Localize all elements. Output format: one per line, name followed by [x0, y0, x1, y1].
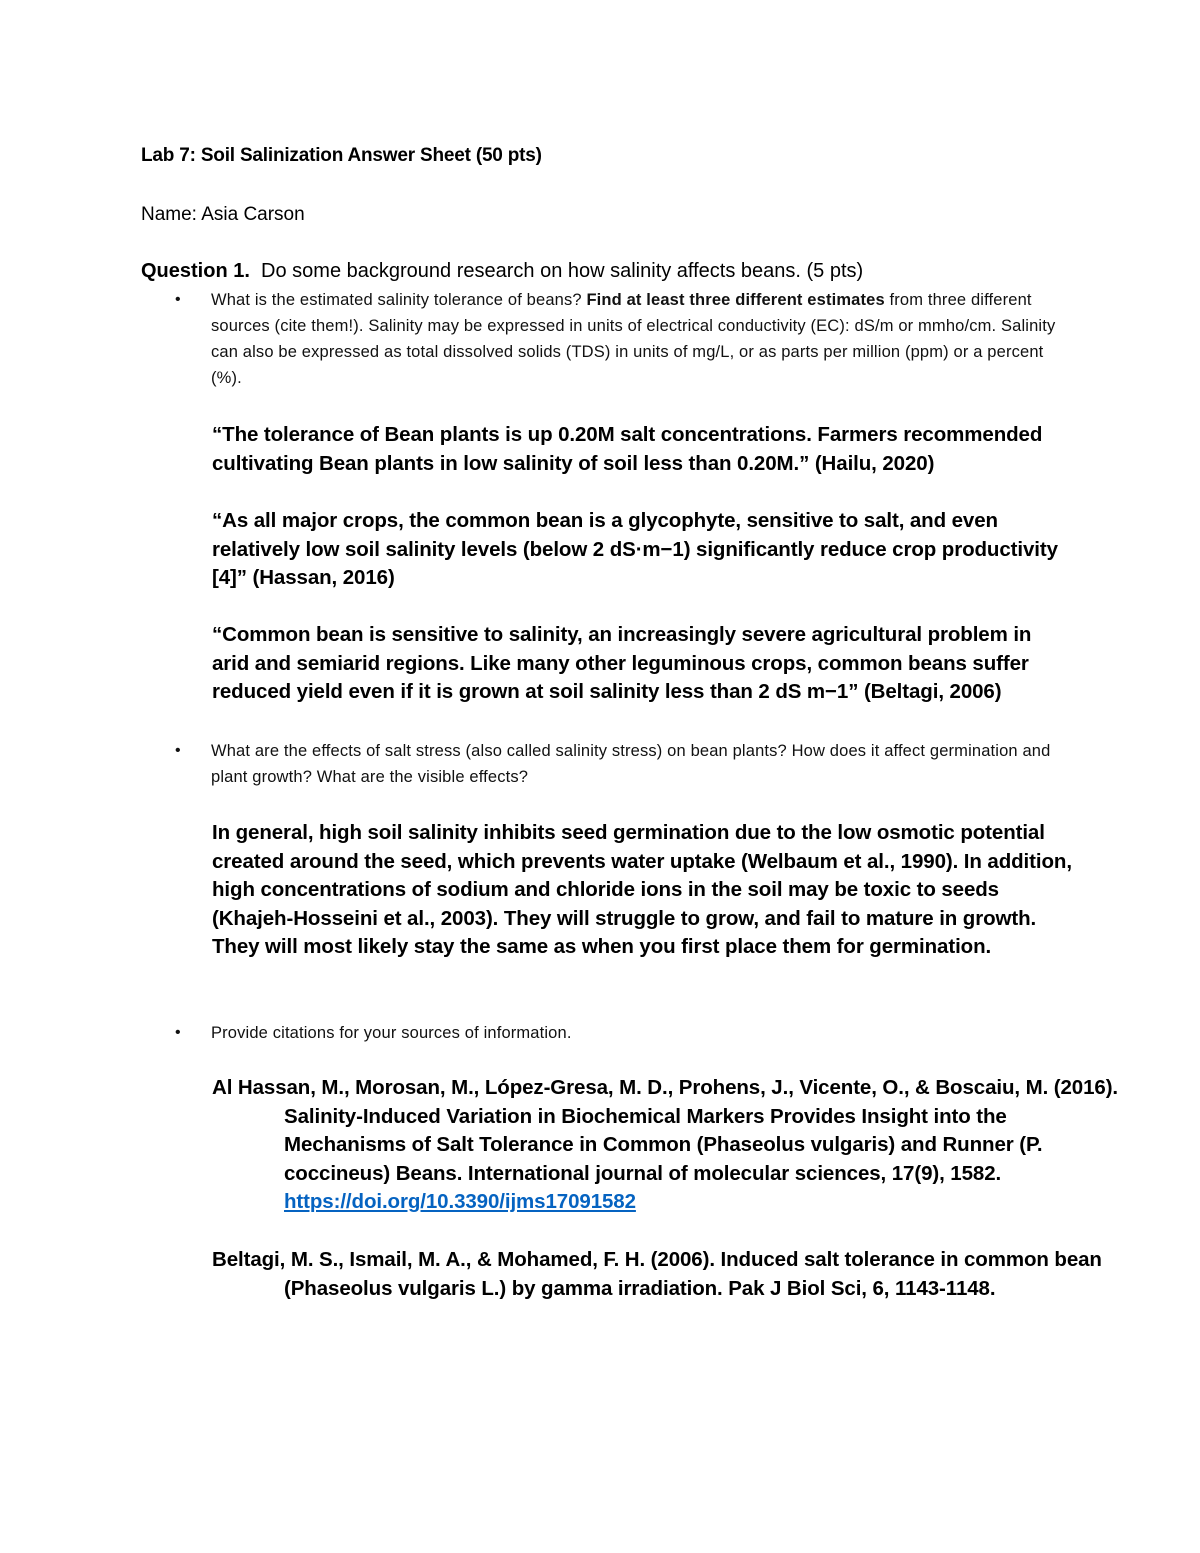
answer-quote-hassan: “As all major crops, the common bean is a glycophyte, sensitive to salt, and even relatively low soil salinity levels (below 2 dS·m−1) significantly reduce crop productivity [4]” (Hassan, 2016): [212, 509, 1058, 589]
reference-al-hassan: [212, 1074, 1134, 1217]
name-label: Name:: [141, 204, 197, 225]
answer-quote-hailu: “The tolerance of Bean plants is up 0.20M salt concentrations. Farmers recommended cultivating Bean plants in low salinity of soil less than 0.20M.” (Hailu, 2020): [212, 423, 1043, 475]
bullet-icon: •: [175, 742, 181, 759]
student-name: Asia Carson: [201, 204, 305, 225]
bullet-icon: •: [175, 291, 181, 308]
bullet-text: What are the effects of salt stress (also called salinity stress) on bean plants? How does it affect germination and plant growth? What are the visible effects?: [211, 742, 1051, 786]
reference-text: Beltagi, M. S., Ismail, M. A., & Mohamed, F. H. (2006). Induced salt tolerance in common bean (Phaseolus vulgaris L.) by gamma irradiation. Pak J Biol Sci, 6, 1143-1148.: [212, 1248, 1102, 1300]
doi-link[interactable]: https://doi.org/10.3390/ijms17091582: [284, 1190, 636, 1213]
question-1-prompt: Do some background research on how salinity affects beans. (5 pts): [261, 260, 864, 282]
reference-text: Al Hassan, M., Morosan, M., López-Gresa, M. D., Prohens, J., Vicente, O., & Boscaiu, M. (2016). Salinity-Induced Variation in Biochemical Markers Provides Insight into the Mechanisms of Salt Tolerance in Common (Phaseolus vulgaris) and Runner (P. coccineus) Beans. International journal of molecular sciences, 17(9), 1582.: [212, 1076, 1119, 1185]
bullet-text-part: from three different sources (cite them!). Salinity may be expressed in units of electrical conductivity (EC): dS/m or mmho/cm. Salinity can also be expressed as total dissolved solids (TDS) in units of mg/L, or as parts per million (ppm) or a percent (%).: [211, 291, 1056, 387]
question-1-label: Question 1.: [141, 260, 250, 282]
answer-salt-stress-effects: In general, high soil salinity inhibits seed germination due to the low osmotic potential created around the seed, which prevents water uptake (Welbaum et al., 1990). In addition, high concentrations of sodium and chloride ions in the soil may be toxic to seeds (Khajeh-Hosseini et al., 2003). They will struggle to grow, and fail to mature in growth. They will most likely stay the same as when you first place them for germination.: [212, 821, 1072, 958]
document-title: Lab 7: Soil Salinization Answer Sheet (50 pts): [141, 145, 542, 166]
answer-quote-beltagi: “Common bean is sensitive to salinity, an increasingly severe agricultural problem in arid and semiarid regions. Like many other leguminous crops, common beans suffer reduced yield even if it is grown at soil salinity less than 2 dS m−1” (Beltagi, 2006): [212, 623, 1032, 703]
bullet-text-part: What is the estimated salinity tolerance of beans?: [211, 291, 587, 309]
student-name-line: [141, 204, 305, 226]
bullet-text: [211, 287, 1071, 391]
bullet-text: Provide citations for your sources of information.: [211, 1024, 572, 1042]
bullet-icon: •: [175, 1024, 181, 1041]
question-1-heading: [141, 260, 863, 283]
bullet-text-emphasis: Find at least three different estimates: [586, 291, 885, 309]
reference-beltagi: [212, 1246, 1134, 1303]
